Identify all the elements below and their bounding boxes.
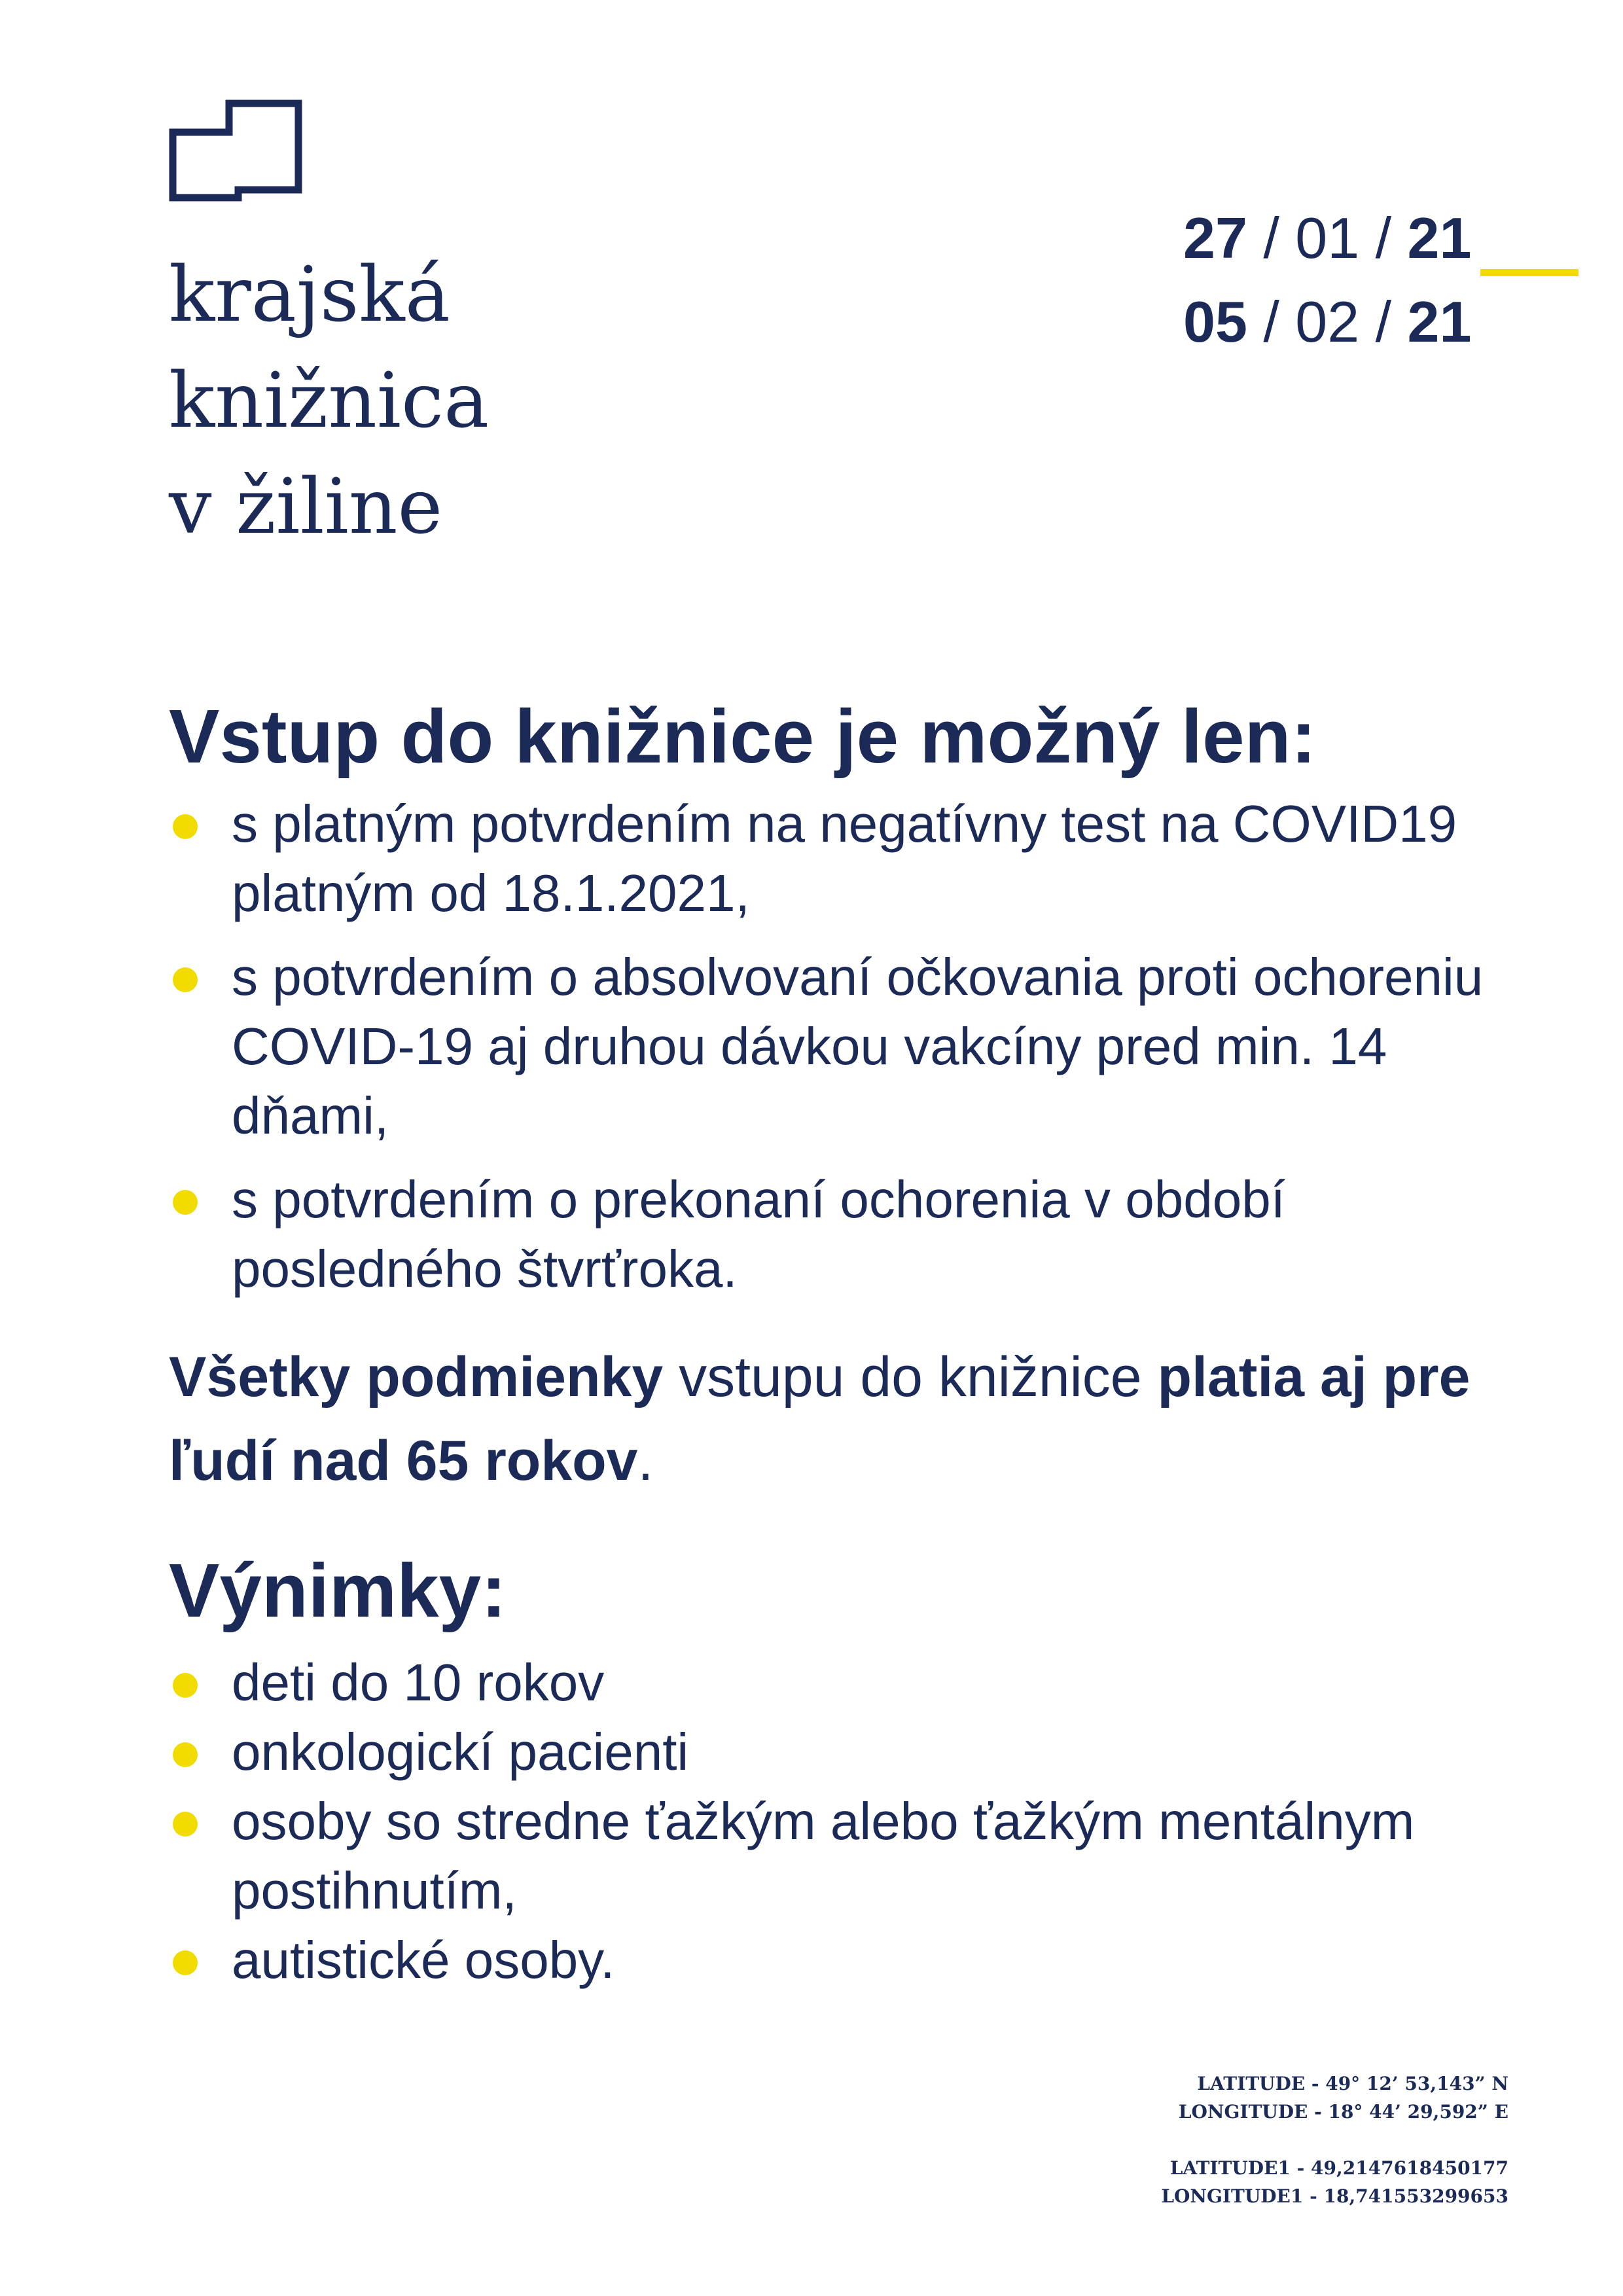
- library-name-line-1: krajská: [169, 251, 450, 339]
- date-range: [1183, 196, 1471, 364]
- entry-heading: Vstup do knižnice je možný len:: [169, 694, 1317, 779]
- bullet-icon: [173, 814, 198, 839]
- library-logo-icon: [169, 99, 306, 202]
- bullet-icon: [173, 1950, 198, 1975]
- exceptions-list: [169, 1648, 1530, 1995]
- list-item: autistické osoby.: [169, 1926, 1530, 1995]
- start-date: 27 / 01 / 21: [1183, 206, 1472, 270]
- bullet-icon: [173, 1673, 198, 1698]
- list-item: s potvrdením o absolvovaní očkovania proti ochoreniu COVID-19 aj druhou dávkou vakcíny pred min. 14 dňami,: [169, 942, 1530, 1151]
- latitude-dms: LATITUDE - 49° 12’ 53,143” N: [1197, 2073, 1508, 2094]
- bullet-icon: [173, 1742, 198, 1767]
- coordinates-block: [1161, 2070, 1508, 2210]
- latitude-decimal: LATITUDE1 - 49,2147618450177: [1169, 2157, 1508, 2179]
- entry-conditions-list: [169, 789, 1530, 1318]
- list-item: onkologickí pacienti: [169, 1717, 1530, 1787]
- library-name: [169, 242, 489, 560]
- bullet-icon: [173, 1812, 198, 1837]
- longitude-decimal: LONGITUDE1 - 18,741553299653: [1161, 2185, 1508, 2207]
- list-item: osoby so stredne ťažkým alebo ťažkým mentálnym postihnutím,: [169, 1787, 1530, 1926]
- end-date: 05 / 02 / 21: [1183, 289, 1472, 354]
- list-item: s potvrdením o prekonaní ochorenia v období posledného štvrťroka.: [169, 1165, 1530, 1304]
- yellow-accent-bar: [1480, 269, 1578, 276]
- bullet-icon: [173, 967, 198, 992]
- exceptions-heading: Výnimky:: [169, 1548, 507, 1633]
- age-note: Všetky podmienky vstupu do knižnice platia aj pre ľudí nad 65 rokov.: [169, 1346, 1471, 1492]
- bullet-icon: [173, 1190, 198, 1215]
- library-name-line-3: v žiline: [169, 463, 443, 551]
- list-item: s platným potvrdením na negatívny test na COVID19 platným od 18.1.2021,: [169, 789, 1530, 928]
- library-name-line-2: knižnica: [169, 357, 490, 445]
- longitude-dms: LONGITUDE - 18° 44’ 29,592” E: [1178, 2101, 1508, 2123]
- list-item: deti do 10 rokov: [169, 1648, 1530, 1717]
